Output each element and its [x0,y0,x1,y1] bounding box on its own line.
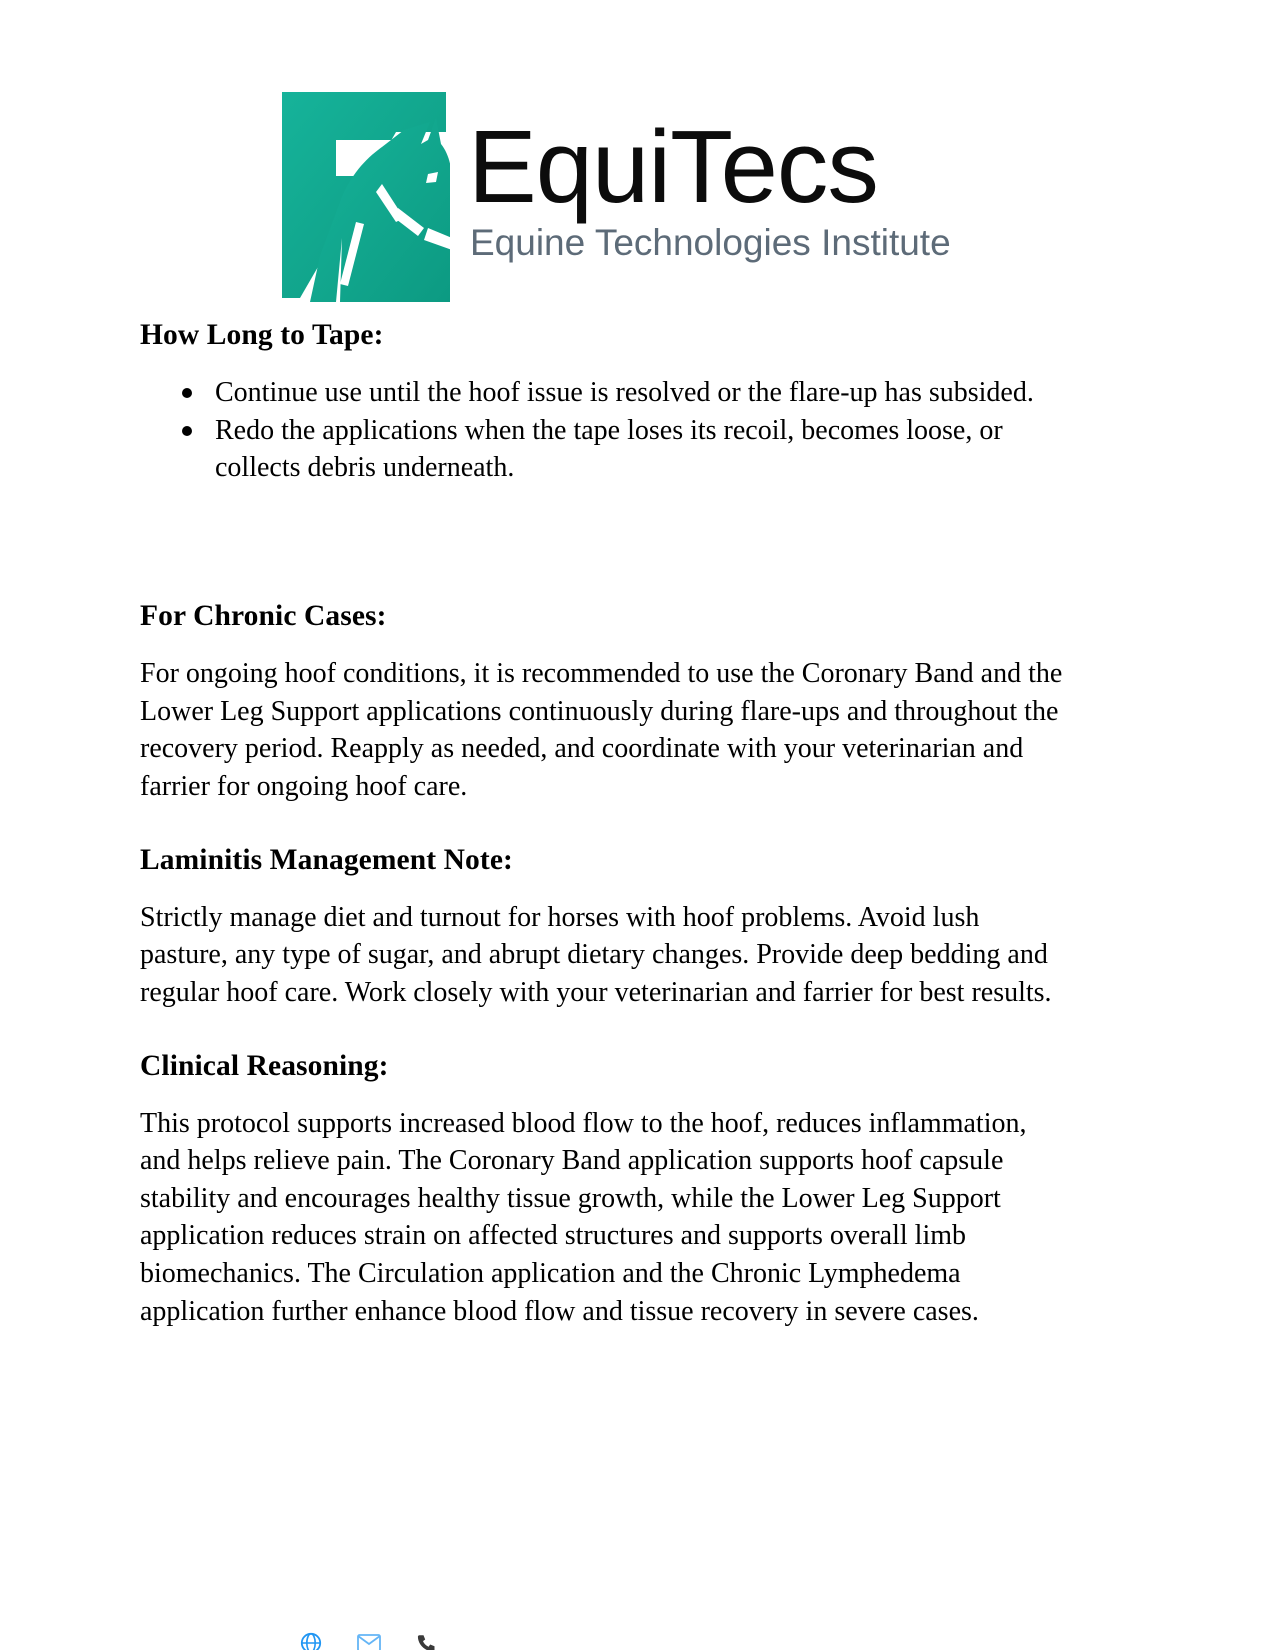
brand-tagline: Equine Technologies Institute [470,222,951,264]
how-long-to-tape-list [140,374,1070,487]
bullet-dot-icon [182,388,192,398]
brand-text [468,109,968,264]
list-item [215,412,1070,487]
page-footer [0,1624,1275,1650]
phone-icon [416,1633,436,1650]
brand-header [278,88,968,306]
globe-icon [300,1632,322,1650]
list-item-text: Redo the applications when the tape loses its recoil, becomes loose, or collects debris underneath. [215,414,1003,484]
document-body [140,318,1070,1330]
list-item-text: Continue use until the hoof issue is resolved or the flare-up has subsided. [215,376,1034,408]
equitecs-horse-e-logo-icon [278,88,450,302]
heading-clinical-reasoning: Clinical Reasoning: [140,1049,389,1082]
footer-email[interactable] [357,1634,390,1650]
paragraph-laminitis-management-note: Strictly manage diet and turnout for horses with hoof problems. Avoid lush pasture, any type of sugar, and abrupt dietary changes. Provide deep bedding and regular hoof care. Work closely with your veterinarian and farrier for best results. [140,901,1052,1008]
envelope-icon [357,1634,381,1650]
paragraph-clinical-reasoning: This protocol supports increased blood flow to the hoof, reduces inflammation, and helps relieve pain. The Coronary Band application supports hoof capsule stability and encourages healthy tissue growth, while the Lower Leg Support application reduces strain on affected structures and supports overall limb biomechanics. The Circulation application and the Chronic Lymphedema application further enhance blood flow and tissue recovery in severe cases. [140,1107,1027,1327]
list-item [215,374,1070,412]
footer-phone[interactable] [416,1633,445,1650]
heading-for-chronic-cases: For Chronic Cases: [140,599,387,632]
bullet-dot-icon [182,426,192,436]
heading-how-long-to-tape: How Long to Tape: [140,319,384,351]
paragraph-for-chronic-cases: For ongoing hoof conditions, it is recommended to use the Coronary Band and the Lower Leg Support applications continuously during flare-ups and throughout the recovery period. Reapply as needed, and coordinate with your veterinarian and farrier for ongoing hoof care. [140,657,1063,802]
footer-website[interactable] [300,1632,331,1650]
brand-wordmark: EquiTecs [468,109,878,224]
heading-laminitis-management-note: Laminitis Management Note: [140,843,513,876]
